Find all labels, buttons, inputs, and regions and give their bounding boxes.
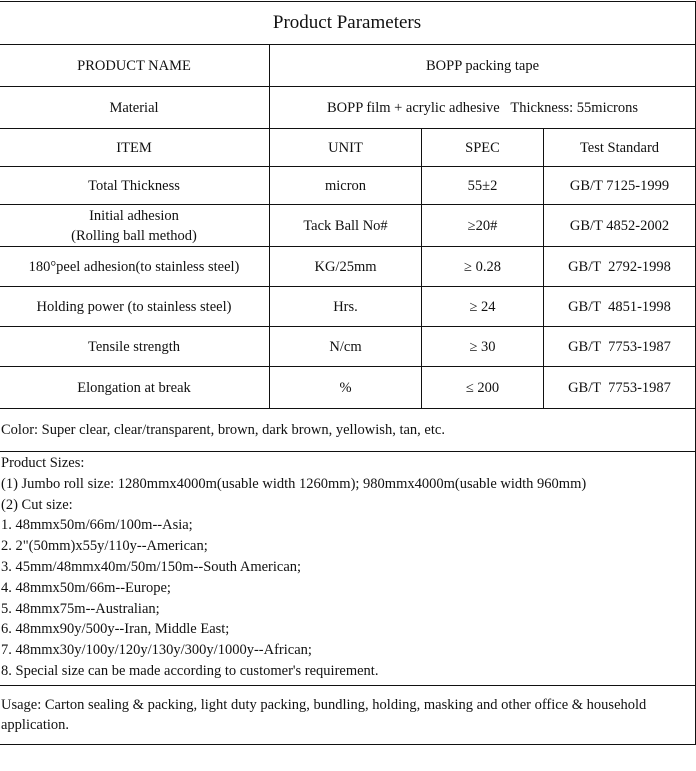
standard-cell: GB/T 7125-1999 [544,167,696,205]
sizes-line: 1. 48mmx50m/66m/100m--Asia; [1,517,193,534]
item-line-2: (Rolling ball method) [71,227,197,244]
sizes-line: 6. 48mmx90y/500y--Iran, Middle East; [1,621,230,638]
sizes-heading: Product Sizes: [1,455,85,471]
standard-cell: GB/T 7753-1987 [544,367,696,409]
sizes-line: 3. 45mm/48mmx40m/50m/150m--South American; [1,558,302,575]
unit-cell: Hrs. [270,287,422,327]
usage-note: Usage: Carton sealing & packing, light duty packing, bundling, holding, masking and other office & household application. [0,685,696,744]
standard-cell: GB/T 2792-1998 [544,247,696,287]
spec-cell: ≥20# [422,205,544,247]
standard-cell: GB/T 4851-1998 [544,287,696,327]
material-value: BOPP film + acrylic adhesive Thickness: 55microns [270,87,696,129]
unit-cell: KG/25mm [270,247,422,287]
spec-cell: ≥ 24 [422,287,544,327]
color-note: Color: Super clear, clear/transparent, brown, dark brown, yellowish, tan, etc. [0,409,696,452]
table-title: Product Parameters [0,2,696,45]
sizes-line: 4. 48mmx50m/66m--Europe; [1,579,171,596]
sizes-line: 2. 2"(50mm)x55y/110y--American; [1,538,208,555]
unit-cell: micron [270,167,422,205]
spec-cell: 55±2 [422,167,544,205]
product-parameters-table [0,1,696,745]
sizes-line: 7. 48mmx30y/100y/120y/130y/300y/1000y--African; [1,642,312,659]
product-name-value: BOPP packing tape [270,45,696,87]
sizes-line: (1) Jumbo roll size: 1280mmx4000m(usable width 1260mm); 980mmx4000m(usable width 960mm) [1,475,587,492]
material-label: Material [0,87,270,129]
spec-cell: ≥ 0.28 [422,247,544,287]
spec-cell: ≤ 200 [422,367,544,409]
unit-cell: Tack Ball No# [270,205,422,247]
item-cell [0,205,270,247]
item-cell: Holding power (to stainless steel) [0,287,270,327]
unit-cell: N/cm [270,327,422,367]
table-row [0,205,696,247]
item-cell: Tensile strength [0,327,270,367]
standard-cell: GB/T 7753-1987 [544,327,696,367]
spec-cell: ≥ 30 [422,327,544,367]
item-line-1: Initial adhesion [89,207,179,224]
table-row [0,327,696,367]
product-sizes [0,452,696,686]
item-cell: Elongation at break [0,367,270,409]
item-cell: Total Thickness [0,167,270,205]
header-spec: SPEC [422,129,544,167]
table-row [0,247,696,287]
standard-cell: GB/T 4852-2002 [544,205,696,247]
header-test-standard: Test Standard [544,129,696,167]
table-row [0,167,696,205]
header-item: ITEM [0,129,270,167]
sizes-line: 5. 48mmx75m--Australian; [1,600,160,617]
unit-cell: % [270,367,422,409]
header-unit: UNIT [270,129,422,167]
sizes-line: 8. Special size can be made according to customer's requirement. [1,662,379,679]
table-row [0,367,696,409]
product-name-label: PRODUCT NAME [0,45,270,87]
table-row [0,287,696,327]
sizes-line: (2) Cut size: [1,496,73,513]
item-cell: 180°peel adhesion(to stainless steel) [0,247,270,287]
